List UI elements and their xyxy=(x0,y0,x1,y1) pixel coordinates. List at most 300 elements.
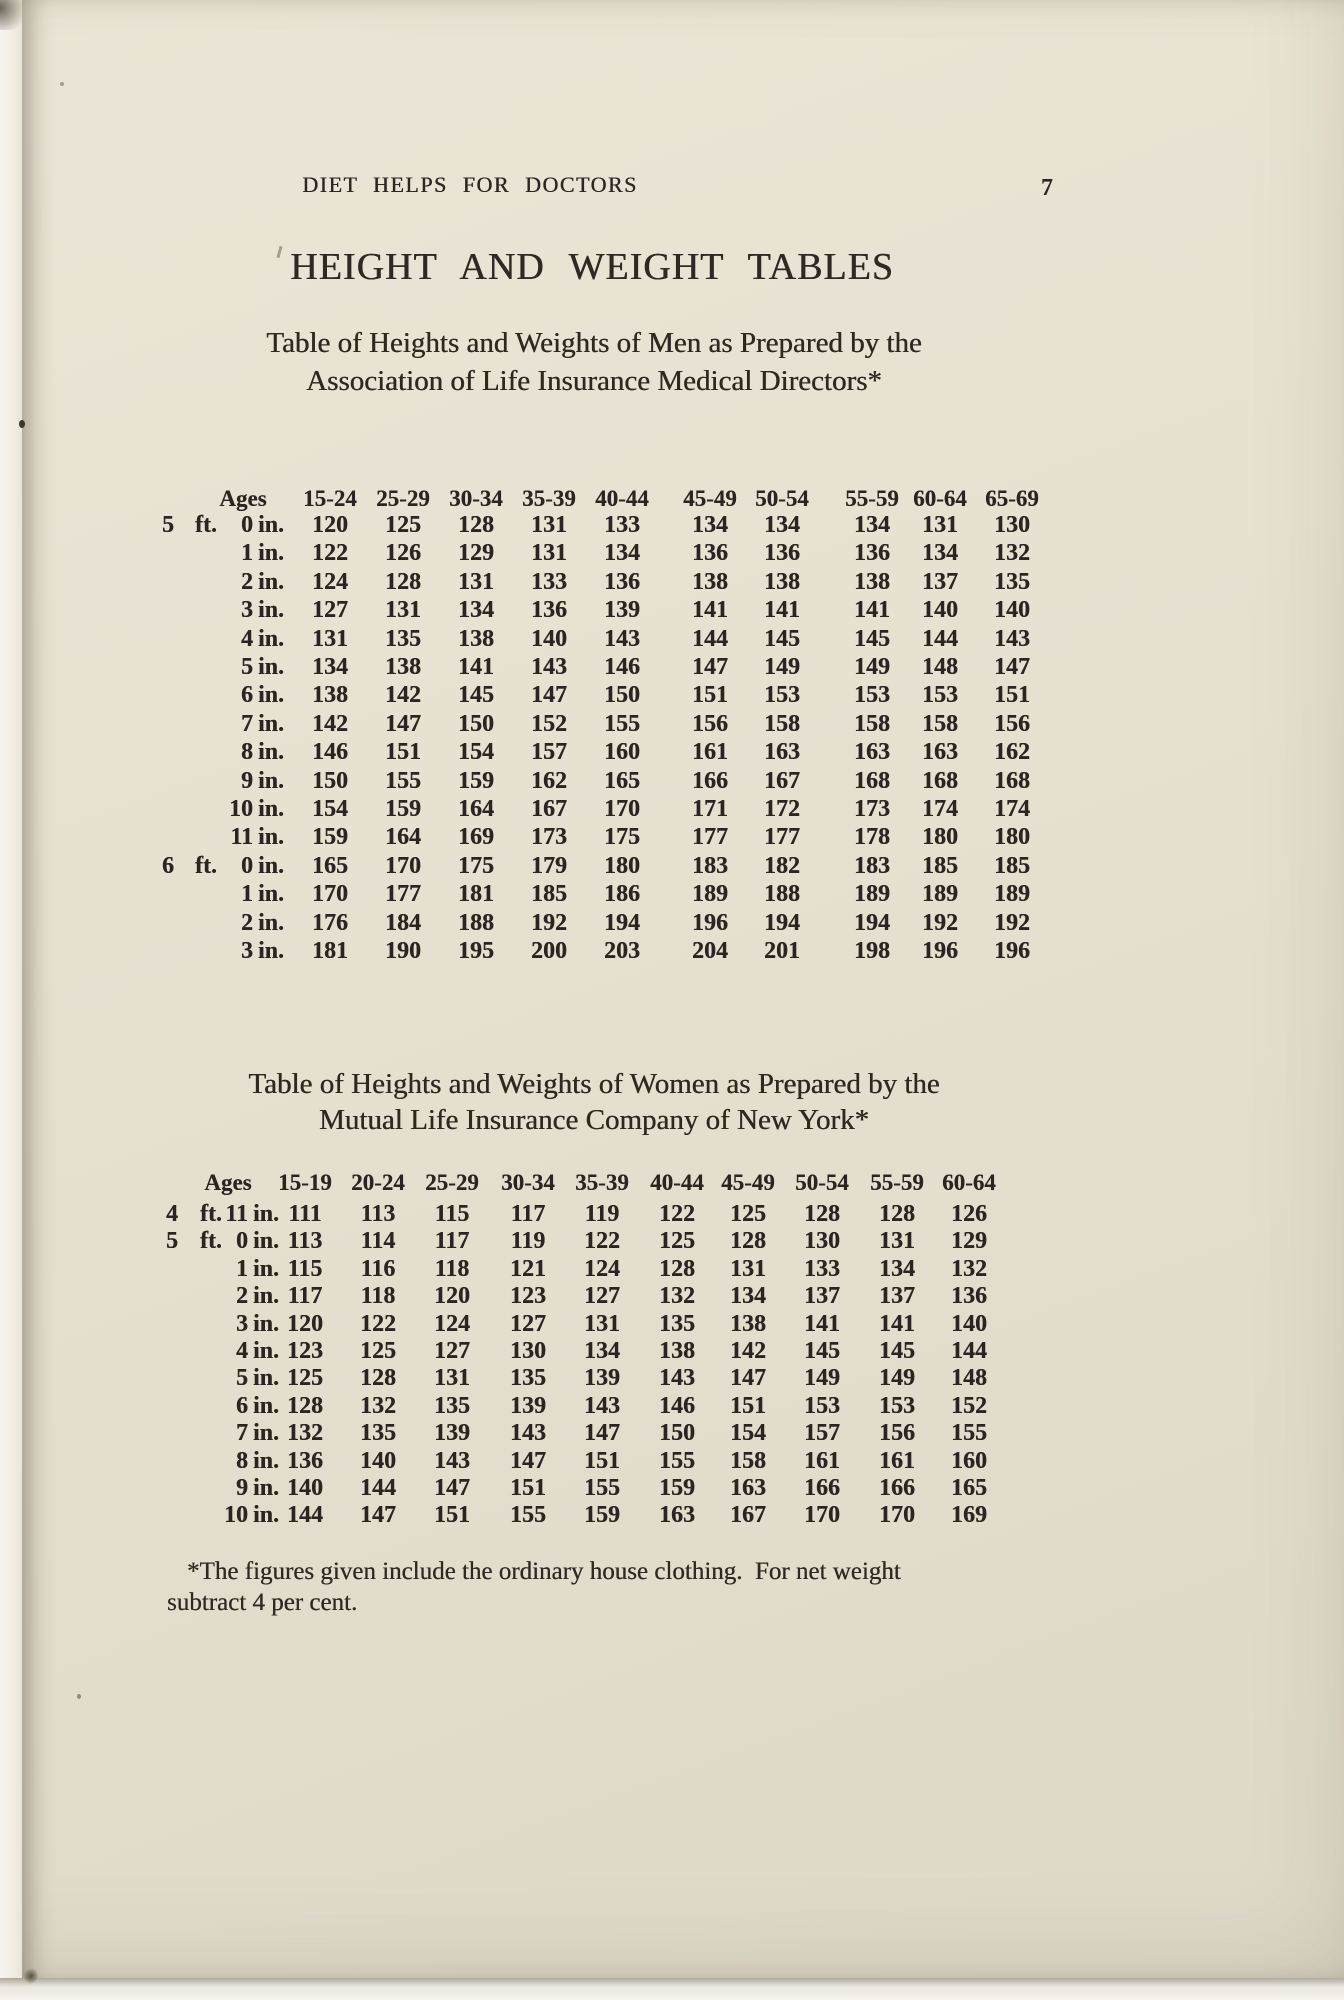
row-inches-value: 2 xyxy=(236,1283,248,1310)
weight-cell: 131 xyxy=(531,512,567,538)
weight-cell: 194 xyxy=(854,909,890,936)
weight-cell: 167 xyxy=(730,1502,766,1529)
weight-cell: 151 xyxy=(994,682,1030,709)
weight-cell: 143 xyxy=(604,625,640,652)
weight-cell: 170 xyxy=(385,852,421,879)
weight-cell: 180 xyxy=(994,824,1030,851)
weight-cell: 130 xyxy=(804,1228,840,1255)
weight-cell: 125 xyxy=(287,1365,323,1392)
weight-cell: 160 xyxy=(604,739,640,766)
weight-cell: 128 xyxy=(287,1392,323,1419)
weight-cell: 134 xyxy=(604,540,640,567)
weight-cell: 170 xyxy=(312,881,348,908)
row-inches-unit: in. xyxy=(253,1201,280,1227)
weight-cell: 124 xyxy=(584,1255,620,1282)
weight-cell: 163 xyxy=(659,1502,695,1529)
row-inches-unit: in. xyxy=(258,852,285,879)
weight-cell: 195 xyxy=(458,938,494,964)
weight-cell: 188 xyxy=(458,909,494,936)
weight-cell: 178 xyxy=(854,824,890,851)
weight-cell: 150 xyxy=(604,682,640,709)
weight-cell: 120 xyxy=(312,512,348,538)
weight-cell: 189 xyxy=(692,881,728,908)
weight-cell: 116 xyxy=(360,1255,396,1282)
weight-cell: 142 xyxy=(730,1338,766,1364)
row-inches-unit: in. xyxy=(253,1365,280,1392)
row-feet-unit: ft. xyxy=(200,1201,222,1227)
weight-cell: 198 xyxy=(854,938,890,964)
age-column-header: 40-44 xyxy=(595,486,649,511)
row-inches-unit: in. xyxy=(253,1475,280,1501)
weight-cell: 159 xyxy=(458,767,494,794)
weight-cell: 162 xyxy=(994,739,1030,766)
row-inches-unit: in. xyxy=(253,1338,280,1364)
weight-cell: 150 xyxy=(312,767,348,794)
weight-cell: 138 xyxy=(730,1310,766,1337)
age-column-header: 55-59 xyxy=(870,1170,924,1195)
weight-cell: 143 xyxy=(434,1447,470,1474)
weight-cell: 147 xyxy=(434,1475,470,1501)
weight-cell: 188 xyxy=(764,881,800,908)
row-inches-unit: in. xyxy=(258,654,285,680)
weight-cell: 166 xyxy=(879,1475,915,1501)
weight-cell: 150 xyxy=(659,1420,695,1447)
weight-cell: 180 xyxy=(604,852,640,879)
weight-cell: 189 xyxy=(994,881,1030,908)
weight-cell: 131 xyxy=(922,512,958,538)
row-inches-value: 1 xyxy=(241,540,253,567)
weight-cell: 134 xyxy=(854,512,890,538)
weight-cell: 149 xyxy=(879,1365,915,1392)
weight-cell: 155 xyxy=(385,767,421,794)
weight-cell: 203 xyxy=(604,938,640,964)
weight-cell: 138 xyxy=(692,568,728,595)
weight-cell: 182 xyxy=(764,852,800,879)
weight-cell: 156 xyxy=(994,710,1030,737)
weight-cell: 149 xyxy=(764,654,800,680)
row-inches-value: 4 xyxy=(236,1338,248,1364)
row-inches-unit: in. xyxy=(258,909,285,936)
row-feet-value: 6 xyxy=(162,852,174,879)
age-column-header: 30-34 xyxy=(449,486,503,511)
weight-cell: 153 xyxy=(854,682,890,709)
weight-cell: 143 xyxy=(584,1392,620,1419)
weight-cell: 132 xyxy=(659,1283,695,1310)
weight-cell: 172 xyxy=(764,796,800,822)
weight-cell: 132 xyxy=(994,540,1030,567)
weight-cell: 144 xyxy=(360,1475,396,1501)
row-inches-unit: in. xyxy=(253,1283,280,1310)
weight-cell: 121 xyxy=(510,1255,546,1282)
weight-cell: 136 xyxy=(764,540,800,567)
weight-cell: 133 xyxy=(531,568,567,595)
weight-cell: 145 xyxy=(458,682,494,709)
weight-cell: 132 xyxy=(287,1420,323,1447)
row-feet-value: 4 xyxy=(166,1201,178,1227)
age-column-header: 30-34 xyxy=(501,1170,555,1195)
weight-cell: 134 xyxy=(584,1338,620,1364)
weight-cell: 141 xyxy=(764,597,800,624)
weight-cell: 137 xyxy=(804,1283,840,1310)
weight-cell: 147 xyxy=(510,1447,546,1474)
age-column-header: 15-24 xyxy=(303,486,357,511)
weight-cell: 189 xyxy=(854,881,890,908)
weight-cell: 150 xyxy=(458,710,494,737)
weight-cell: 177 xyxy=(692,824,728,851)
row-inches-value: 10 xyxy=(224,1502,248,1529)
weight-cell: 200 xyxy=(531,938,567,964)
weight-cell: 151 xyxy=(434,1502,470,1529)
weight-cell: 181 xyxy=(458,881,494,908)
weight-cell: 140 xyxy=(360,1447,396,1474)
weight-cell: 123 xyxy=(510,1283,546,1310)
weight-cell: 114 xyxy=(360,1228,396,1255)
weight-cell: 164 xyxy=(458,796,494,822)
weight-cell: 126 xyxy=(951,1201,987,1227)
weight-cell: 140 xyxy=(531,625,567,652)
weight-cell: 196 xyxy=(692,909,728,936)
row-inches-value: 8 xyxy=(236,1447,248,1474)
row-inches-unit: in. xyxy=(258,824,285,851)
weight-cell: 140 xyxy=(922,597,958,624)
weight-cell: 147 xyxy=(385,710,421,737)
weight-cell: 136 xyxy=(951,1283,987,1310)
weight-cell: 158 xyxy=(764,710,800,737)
row-inches-value: 0 xyxy=(236,1228,248,1255)
weight-cell: 117 xyxy=(434,1228,470,1255)
weight-cell: 145 xyxy=(854,625,890,652)
weight-cell: 189 xyxy=(922,881,958,908)
weight-cell: 123 xyxy=(287,1338,323,1364)
row-inches-unit: in. xyxy=(258,767,285,794)
row-inches-unit: in. xyxy=(258,512,285,538)
running-header: DIET HELPS FOR DOCTORS xyxy=(302,172,638,197)
weight-cell: 130 xyxy=(510,1338,546,1364)
weight-cell: 122 xyxy=(584,1228,620,1255)
weight-cell: 126 xyxy=(385,540,421,567)
weight-cell: 159 xyxy=(659,1475,695,1501)
row-inches-value: 6 xyxy=(241,682,253,709)
age-column-header: 25-29 xyxy=(376,486,430,511)
weight-cell: 125 xyxy=(730,1201,766,1227)
row-inches-unit: in. xyxy=(258,710,285,737)
weight-cell: 140 xyxy=(951,1310,987,1337)
age-column-header: 15-19 xyxy=(278,1170,332,1195)
age-column-header: 50-54 xyxy=(755,486,809,511)
weight-cell: 120 xyxy=(287,1310,323,1337)
weight-cell: 165 xyxy=(951,1475,987,1501)
weight-cell: 161 xyxy=(692,739,728,766)
weight-cell: 156 xyxy=(879,1420,915,1447)
weight-cell: 147 xyxy=(584,1420,620,1447)
row-inches-value: 2 xyxy=(241,909,253,936)
weight-cell: 154 xyxy=(730,1420,766,1447)
weight-cell: 170 xyxy=(804,1502,840,1529)
weight-cell: 127 xyxy=(312,597,348,624)
weight-cell: 163 xyxy=(764,739,800,766)
weight-cell: 151 xyxy=(584,1447,620,1474)
weight-cell: 177 xyxy=(385,881,421,908)
weight-cell: 113 xyxy=(360,1201,396,1227)
weight-cell: 111 xyxy=(288,1201,322,1227)
weight-cell: 119 xyxy=(584,1201,620,1227)
weight-cell: 155 xyxy=(951,1420,987,1447)
weight-cell: 147 xyxy=(994,654,1030,680)
weight-cell: 149 xyxy=(854,654,890,680)
weight-cell: 154 xyxy=(312,796,348,822)
weight-cell: 141 xyxy=(879,1310,915,1337)
weight-cell: 119 xyxy=(510,1228,546,1255)
men-table-caption-line2: Association of Life Insurance Medical Directors* xyxy=(306,365,882,397)
weight-cell: 124 xyxy=(434,1310,470,1337)
weight-cell: 163 xyxy=(854,739,890,766)
weight-cell: 151 xyxy=(385,739,421,766)
weight-cell: 192 xyxy=(994,909,1030,936)
weight-cell: 139 xyxy=(604,597,640,624)
row-inches-value: 9 xyxy=(241,767,253,794)
weight-cell: 173 xyxy=(531,824,567,851)
weight-cell: 196 xyxy=(922,938,958,964)
row-inches-value: 8 xyxy=(241,739,253,766)
weight-cell: 164 xyxy=(385,824,421,851)
weight-cell: 131 xyxy=(434,1365,470,1392)
weight-cell: 169 xyxy=(951,1502,987,1529)
weight-cell: 147 xyxy=(360,1502,396,1529)
weight-cell: 147 xyxy=(531,682,567,709)
weight-cell: 192 xyxy=(922,909,958,936)
weight-cell: 140 xyxy=(287,1475,323,1501)
weight-cell: 138 xyxy=(764,568,800,595)
weight-cell: 183 xyxy=(692,852,728,879)
weight-cell: 134 xyxy=(764,512,800,538)
row-inches-value: 2 xyxy=(241,568,253,595)
weight-cell: 139 xyxy=(434,1420,470,1447)
weight-cell: 146 xyxy=(659,1392,695,1419)
weight-cell: 134 xyxy=(458,597,494,624)
weight-cell: 176 xyxy=(312,909,348,936)
row-inches-value: 7 xyxy=(241,710,253,737)
weight-cell: 165 xyxy=(312,852,348,879)
weight-cell: 143 xyxy=(659,1365,695,1392)
row-inches-value: 1 xyxy=(241,881,253,908)
weight-cell: 131 xyxy=(385,597,421,624)
weight-cell: 153 xyxy=(804,1392,840,1419)
weight-cell: 192 xyxy=(531,909,567,936)
row-feet-value: 5 xyxy=(166,1228,178,1255)
weight-cell: 138 xyxy=(312,682,348,709)
weight-cell: 128 xyxy=(360,1365,396,1392)
row-inches-value: 5 xyxy=(236,1365,248,1392)
weight-cell: 181 xyxy=(312,938,348,964)
page-number: 7 xyxy=(1041,175,1053,201)
weight-cell: 138 xyxy=(458,625,494,652)
weight-cell: 174 xyxy=(922,796,958,822)
weight-cell: 168 xyxy=(854,767,890,794)
weight-cell: 167 xyxy=(764,767,800,794)
row-inches-value: 3 xyxy=(241,597,253,624)
weight-cell: 144 xyxy=(287,1502,323,1529)
row-feet-unit: ft. xyxy=(195,852,217,879)
row-inches-unit: in. xyxy=(253,1420,280,1447)
weight-cell: 144 xyxy=(922,625,958,652)
weight-cell: 155 xyxy=(604,710,640,737)
footnote-line2: subtract 4 per cent. xyxy=(167,1589,358,1616)
weight-cell: 155 xyxy=(510,1502,546,1529)
weight-cell: 152 xyxy=(951,1392,987,1419)
weight-cell: 134 xyxy=(312,654,348,680)
weight-cell: 139 xyxy=(510,1392,546,1419)
row-inches-value: 11 xyxy=(230,824,253,851)
page-title: HEIGHT AND WEIGHT TABLES xyxy=(290,246,894,288)
weight-cell: 146 xyxy=(604,654,640,680)
weight-cell: 179 xyxy=(531,852,567,879)
weight-cell: 157 xyxy=(531,739,567,766)
weight-cell: 151 xyxy=(692,682,728,709)
weight-cell: 131 xyxy=(879,1228,915,1255)
weight-cell: 128 xyxy=(385,568,421,595)
weight-cell: 153 xyxy=(764,682,800,709)
weight-cell: 161 xyxy=(804,1447,840,1474)
row-inches-unit: in. xyxy=(258,938,285,964)
weight-cell: 132 xyxy=(951,1255,987,1282)
weight-cell: 169 xyxy=(458,824,494,851)
weight-cell: 204 xyxy=(692,938,728,964)
weight-cell: 141 xyxy=(692,597,728,624)
weight-cell: 180 xyxy=(922,824,958,851)
women-table-caption-line1: Table of Heights and Weights of Women as Prepared by the xyxy=(248,1068,940,1100)
weight-cell: 141 xyxy=(458,654,494,680)
weight-cell: 152 xyxy=(531,710,567,737)
weight-cell: 135 xyxy=(994,568,1030,595)
row-feet-value: 5 xyxy=(162,512,174,538)
age-column-header: 50-54 xyxy=(795,1170,849,1195)
row-inches-value: 10 xyxy=(229,796,253,822)
weight-cell: 143 xyxy=(994,625,1030,652)
weight-cell: 131 xyxy=(730,1255,766,1282)
weight-cell: 135 xyxy=(434,1392,470,1419)
weight-cell: 128 xyxy=(458,512,494,538)
weight-cell: 134 xyxy=(922,540,958,567)
age-column-header: 45-49 xyxy=(721,1170,775,1195)
weight-cell: 145 xyxy=(764,625,800,652)
weight-cell: 143 xyxy=(510,1420,546,1447)
weight-cell: 147 xyxy=(692,654,728,680)
row-inches-unit: in. xyxy=(253,1392,280,1419)
age-column-header: 55-59 xyxy=(845,486,899,511)
weight-cell: 148 xyxy=(951,1365,987,1392)
weight-cell: 117 xyxy=(287,1283,323,1310)
weight-cell: 184 xyxy=(385,909,421,936)
weight-cell: 170 xyxy=(879,1502,915,1529)
age-column-header: 20-24 xyxy=(351,1170,405,1195)
row-inches-unit: in. xyxy=(258,597,285,624)
weight-cell: 131 xyxy=(458,568,494,595)
weight-cell: 115 xyxy=(287,1255,323,1282)
weight-cell: 115 xyxy=(434,1201,470,1227)
weight-cell: 125 xyxy=(659,1228,695,1255)
weight-cell: 138 xyxy=(659,1338,695,1364)
row-inches-value: 1 xyxy=(236,1255,248,1282)
weight-cell: 148 xyxy=(922,654,958,680)
row-inches-unit: in. xyxy=(258,568,285,595)
weight-cell: 162 xyxy=(531,767,567,794)
weight-cell: 154 xyxy=(458,739,494,766)
row-inches-value: 5 xyxy=(241,654,253,680)
weight-cell: 159 xyxy=(312,824,348,851)
weight-cell: 171 xyxy=(692,796,728,822)
weight-cell: 136 xyxy=(692,540,728,567)
weight-cell: 183 xyxy=(854,852,890,879)
weight-cell: 125 xyxy=(360,1338,396,1364)
weight-cell: 130 xyxy=(994,512,1030,538)
row-inches-value: 9 xyxy=(236,1475,248,1501)
weight-cell: 135 xyxy=(360,1420,396,1447)
women-table-caption-line2: Mutual Life Insurance Company of New York* xyxy=(318,1104,870,1136)
weight-cell: 174 xyxy=(994,796,1030,822)
weight-cell: 131 xyxy=(584,1310,620,1337)
row-inches-unit: in. xyxy=(258,682,285,709)
row-feet-unit: ft. xyxy=(200,1228,222,1255)
weight-cell: 134 xyxy=(730,1283,766,1310)
row-inches-value: 3 xyxy=(241,938,253,964)
age-column-header: 65-69 xyxy=(985,486,1039,511)
weight-cell: 134 xyxy=(879,1255,915,1282)
weight-cell: 122 xyxy=(360,1310,396,1337)
weight-cell: 118 xyxy=(434,1255,470,1282)
weight-cell: 185 xyxy=(531,881,567,908)
weight-cell: 113 xyxy=(287,1228,323,1255)
weight-cell: 170 xyxy=(604,796,640,822)
weight-cell: 143 xyxy=(531,654,567,680)
weight-cell: 163 xyxy=(922,739,958,766)
row-inches-unit: in. xyxy=(258,540,285,567)
weight-cell: 153 xyxy=(879,1392,915,1419)
weight-cell: 145 xyxy=(804,1338,840,1364)
row-inches-unit: in. xyxy=(253,1310,280,1337)
weight-cell: 132 xyxy=(360,1392,396,1419)
weight-cell: 128 xyxy=(659,1255,695,1282)
weight-cell: 138 xyxy=(854,568,890,595)
weight-cell: 133 xyxy=(604,512,640,538)
weight-cell: 125 xyxy=(385,512,421,538)
weight-cell: 117 xyxy=(510,1201,546,1227)
row-inches-unit: in. xyxy=(253,1255,280,1282)
weight-cell: 158 xyxy=(922,710,958,737)
weight-cell: 122 xyxy=(659,1201,695,1227)
weight-cell: 136 xyxy=(531,597,567,624)
weight-cell: 127 xyxy=(434,1338,470,1364)
weight-cell: 157 xyxy=(804,1420,840,1447)
weight-cell: 151 xyxy=(510,1475,546,1501)
weight-cell: 168 xyxy=(922,767,958,794)
age-column-header: 35-39 xyxy=(575,1170,629,1195)
weight-cell: 155 xyxy=(584,1475,620,1501)
weight-cell: 135 xyxy=(510,1365,546,1392)
weight-cell: 128 xyxy=(804,1201,840,1227)
weight-cell: 185 xyxy=(922,852,958,879)
weight-cell: 194 xyxy=(604,909,640,936)
ages-header-label: Ages xyxy=(219,486,267,511)
weight-cell: 201 xyxy=(764,938,800,964)
weight-cell: 137 xyxy=(922,568,958,595)
row-inches-value: 6 xyxy=(236,1392,248,1419)
age-column-header: 35-39 xyxy=(522,486,576,511)
row-inches-value: 3 xyxy=(236,1310,248,1337)
weight-cell: 177 xyxy=(764,824,800,851)
footnote-line1: *The figures given include the ordinary house clothing. For net weight xyxy=(187,1558,901,1585)
weight-cell: 139 xyxy=(584,1365,620,1392)
weight-cell: 186 xyxy=(604,881,640,908)
